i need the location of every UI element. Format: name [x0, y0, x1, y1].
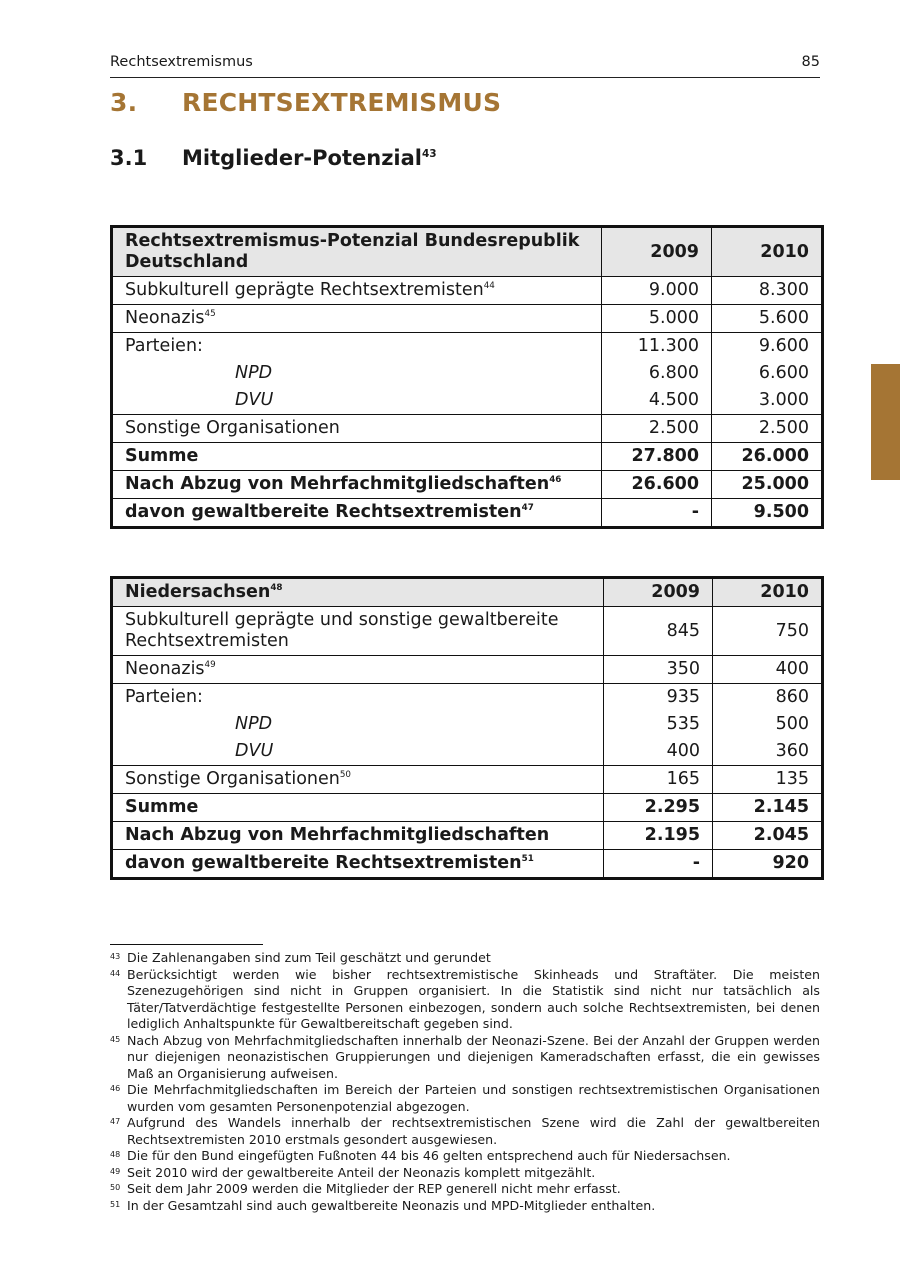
table-row: [112, 850, 823, 879]
value-2010: 360: [713, 738, 823, 766]
value-2009: -: [604, 850, 713, 879]
footnote: 49 Seit 2010 wird der gewaltbereite Anteil der Neonazis komplett mitgezählt.: [110, 1164, 596, 1180]
value-2010: 2.500: [712, 415, 823, 443]
table-header-label: Niedersachsen$^{48}$: [112, 578, 604, 607]
footnote: 48 Die für den Bund eingefügten Fußnoten 44 bis 46 gelten entsprechend auch für Niedersachsen.: [110, 1148, 731, 1163]
value-2010: 500: [713, 711, 823, 738]
table-row: [112, 684, 823, 712]
table-header-2009: 2009: [604, 578, 713, 607]
row-label: Sonstige Organisationen$^{50}$: [112, 766, 604, 794]
row-label: Summe: [112, 443, 602, 471]
footnotes: [110, 950, 820, 1214]
table-row: [112, 471, 823, 499]
table-row: [112, 656, 823, 684]
value-2010: 2.045: [713, 822, 823, 850]
value-2010: 5.600: [712, 305, 823, 333]
running-title: Rechtsextremismus: [110, 54, 253, 70]
row-label: Nach Abzug von Mehrfachmitgliedschaften$^{46}$: [112, 471, 602, 499]
table-row: [112, 415, 823, 443]
row-label: Parteien:: [112, 684, 604, 712]
value-2009: 535: [604, 711, 713, 738]
chapter-title: RECHTSEXTREMISMUS: [182, 88, 502, 117]
value-2010: 26.000: [712, 443, 823, 471]
table-header-2010: 2010: [713, 578, 823, 607]
footnote-ref: 43: [422, 148, 437, 160]
value-2009: 27.800: [602, 443, 712, 471]
row-label: DVU: [112, 387, 602, 415]
value-2010: 8.300: [712, 277, 823, 305]
value-2010: 750: [713, 607, 823, 656]
footnote: 44 Berücksichtigt werden wie bisher rechtsextremistische Skinheads und Straftäter. Die meisten Szenezugehörigen sind nicht in Gruppen organisiert. In die Statistik sind nicht nur tatsächlich als Täter/Tatverdächtige festgestellte Personen einbezogen, sondern auch solche Rechtsextremisten, bei denen lediglich Anhaltspunkte für Gewaltbereitschaft gegeben sind.: [110, 966, 820, 1031]
value-2009: 4.500: [602, 387, 712, 415]
table-header-2009: 2009: [602, 227, 712, 277]
table-row: [112, 794, 823, 822]
value-2009: 845: [604, 607, 713, 656]
section-heading: [110, 146, 437, 170]
value-2009: 26.600: [602, 471, 712, 499]
value-2009: 2.500: [602, 415, 712, 443]
table-row: [112, 607, 823, 656]
row-label: NPD: [112, 711, 604, 738]
value-2009: 9.000: [602, 277, 712, 305]
row-label: Subkulturell geprägte und sonstige gewaltbereite Rechtsextremisten: [112, 607, 604, 656]
value-2010: 6.600: [712, 360, 823, 387]
value-2009: 935: [604, 684, 713, 712]
value-2009: 400: [604, 738, 713, 766]
table-row: [112, 499, 823, 528]
table-header-label: Rechtsextremismus-Potenzial Bundesrepublik Deutschland: [112, 227, 602, 277]
chapter-number: 3.: [110, 88, 138, 117]
row-label: Subkulturell geprägte Rechtsextremisten$^{44}$: [112, 277, 602, 305]
table-row: [112, 305, 823, 333]
value-2009: 2.295: [604, 794, 713, 822]
footnote: 43 Die Zahlenangaben sind zum Teil geschätzt und gerundet: [110, 950, 491, 965]
value-2010: 135: [713, 766, 823, 794]
section-title: Mitglieder-Potenzial: [182, 146, 422, 170]
value-2009: 165: [604, 766, 713, 794]
value-2009: 2.195: [604, 822, 713, 850]
footnote: 46 Die Mehrfachmitgliedschaften im Bereich der Parteien und sonstigen rechtsextremistischen Organisationen wurden vom gesamten Personenpotenzial abgezogen.: [110, 1082, 820, 1114]
section-number: 3.1: [110, 146, 148, 170]
table-row: [112, 387, 823, 415]
value-2010: 9.500: [712, 499, 823, 528]
value-2009: 350: [604, 656, 713, 684]
row-label: NPD: [112, 360, 602, 387]
table-row: [112, 333, 823, 361]
chapter-thumb-tab: [871, 364, 900, 480]
value-2009: 6.800: [602, 360, 712, 387]
table-header-2010: 2010: [712, 227, 823, 277]
value-2009: -: [602, 499, 712, 528]
table-row: [112, 738, 823, 766]
row-label: Neonazis$^{49}$: [112, 656, 604, 684]
value-2010: 400: [713, 656, 823, 684]
table-row: [112, 766, 823, 794]
row-label: davon gewaltbereite Rechtsextremisten$^{47}$: [112, 499, 602, 528]
row-label: Summe: [112, 794, 604, 822]
chapter-heading: [110, 88, 501, 117]
footnote: 50 Seit dem Jahr 2009 werden die Mitglieder der REP generell nicht mehr erfasst.: [110, 1181, 621, 1196]
row-label: DVU: [112, 738, 604, 766]
footnote: 47 Aufgrund des Wandels innerhalb der rechtsextremistischen Szene wird die Zahl der gewaltbereiten Rechtsextremisten 2010 erstmals gesondert ausgewiesen.: [110, 1115, 820, 1147]
table-row: [112, 360, 823, 387]
table-bund: [110, 225, 824, 529]
footnote-separator: [110, 944, 263, 945]
value-2010: 9.600: [712, 333, 823, 361]
running-header: [110, 54, 820, 78]
table-row: [112, 711, 823, 738]
table-row: [112, 822, 823, 850]
value-2010: 25.000: [712, 471, 823, 499]
table-row: [112, 443, 823, 471]
value-2010: 860: [713, 684, 823, 712]
page-number: 85: [801, 54, 820, 70]
value-2010: 3.000: [712, 387, 823, 415]
table-header-row: [112, 578, 823, 607]
row-label: Neonazis$^{45}$: [112, 305, 602, 333]
value-2010: 920: [713, 850, 823, 879]
row-label: Sonstige Organisationen: [112, 415, 602, 443]
footnote: 51 In der Gesamtzahl sind auch gewaltbereite Neonazis und MPD-Mitglieder enthalten.: [110, 1197, 656, 1213]
table-niedersachsen: [110, 576, 824, 880]
footnote: 45 Nach Abzug von Mehrfachmitgliedschaften innerhalb der Neonazi-Szene. Bei der Anzahl der Gruppen werden nur diejenigen neonazistischen Gruppierungen und diejenigen Kameradschaften erfasst, die ein gewisses Maß an Organisierung aufweisen.: [110, 1032, 820, 1081]
table-header-row: [112, 227, 823, 277]
row-label: Nach Abzug von Mehrfachmitgliedschaften: [112, 822, 604, 850]
row-label: davon gewaltbereite Rechtsextremisten$^{51}$: [112, 850, 604, 879]
value-2009: 11.300: [602, 333, 712, 361]
value-2009: 5.000: [602, 305, 712, 333]
value-2010: 2.145: [713, 794, 823, 822]
table-row: [112, 277, 823, 305]
row-label: Parteien:: [112, 333, 602, 361]
